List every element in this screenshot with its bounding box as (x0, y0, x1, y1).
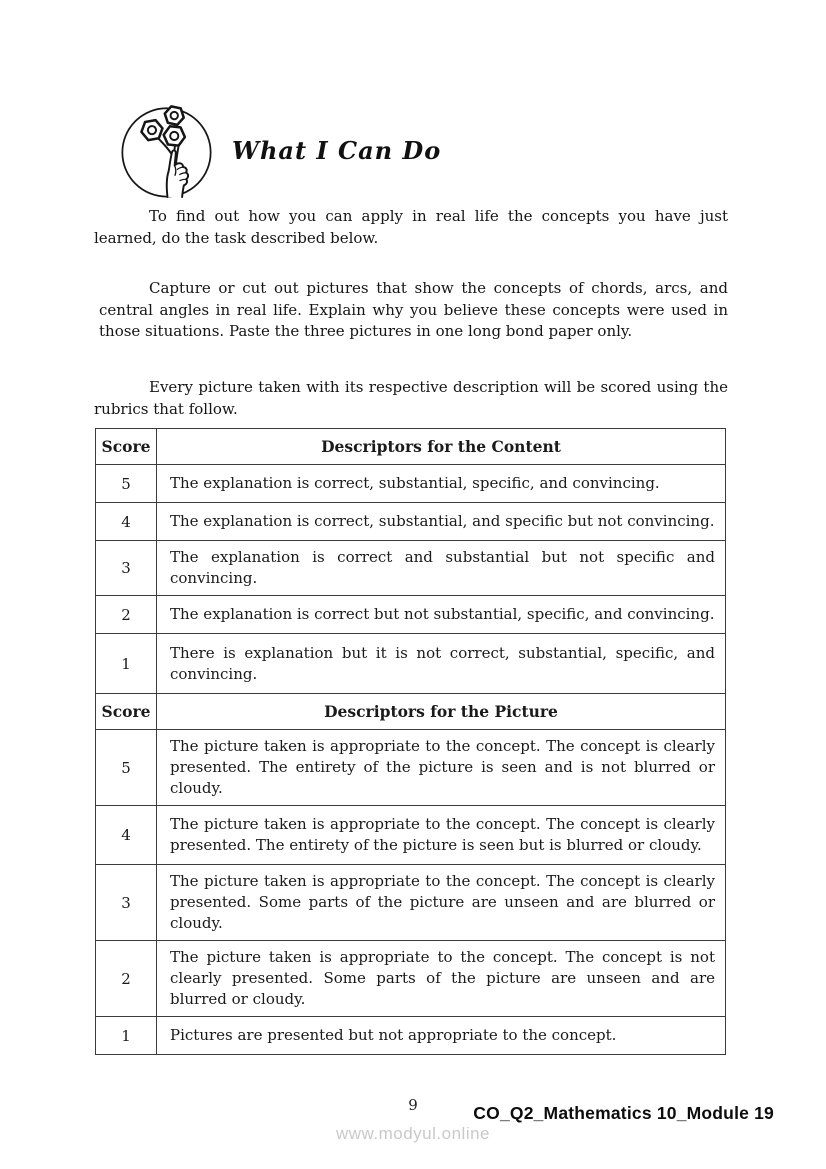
descriptor-text: The picture taken is appropriate to the concept. The concept is clearly presented. Some parts of the picture are unseen and are blurred or cloudy. (157, 865, 726, 941)
score-value: 4 (96, 806, 157, 865)
score-value: 4 (96, 503, 157, 541)
table-row (96, 541, 726, 596)
table-row (96, 596, 726, 634)
table-row (96, 806, 726, 865)
page-title: What I Can Do (232, 136, 442, 165)
descriptor-text: The explanation is correct, substantial, specific, and convincing. (157, 465, 726, 503)
score-value: 1 (96, 1017, 157, 1055)
descriptor-header: Descriptors for the Picture (157, 694, 726, 730)
watermark: www.modyul.online (336, 1124, 491, 1143)
rubric-intro-paragraph: Every picture taken with its respective description will be scored using the rubrics that follow. (94, 378, 728, 418)
descriptor-text: Pictures are presented but not appropriate to the concept. (157, 1017, 726, 1055)
score-value: 5 (96, 730, 157, 806)
table-row (96, 1017, 726, 1055)
table-row (96, 941, 726, 1017)
hand-with-flowers-icon (118, 102, 215, 199)
content-section-header-row (96, 429, 726, 465)
table-row (96, 865, 726, 941)
score-value: 2 (96, 941, 157, 1017)
score-header: Score (96, 694, 157, 730)
task-paragraph: Capture or cut out pictures that show the concepts of chords, arcs, and central angles in real life. Explain why you believe these concepts were used in those situations. Paste the three pictures in one long bond paper only. (99, 279, 728, 340)
descriptor-header: Descriptors for the Content (157, 429, 726, 465)
descriptor-text: The explanation is correct and substantial but not specific and convincing. (157, 541, 726, 596)
descriptor-text: There is explanation but it is not correct, substantial, specific, and convincing. (157, 634, 726, 694)
table-row (96, 730, 726, 806)
descriptor-text: The picture taken is appropriate to the concept. The concept is not clearly presented. Some parts of the picture are unseen and are blurred or cloudy. (157, 941, 726, 1017)
descriptor-text: The explanation is correct but not substantial, specific, and convincing. (157, 596, 726, 634)
page-number: 9 (408, 1096, 418, 1114)
descriptor-text: The picture taken is appropriate to the concept. The concept is clearly presented. The entirety of the picture is seen and is not blurred or cloudy. (157, 730, 726, 806)
table-row (96, 634, 726, 694)
score-value: 3 (96, 541, 157, 596)
score-value: 5 (96, 465, 157, 503)
module-label: CO_Q2_Mathematics 10_Module 19 (473, 1103, 774, 1123)
intro-paragraph-1: To find out how you can apply in real life the concepts you have just learned, do the task described below. (94, 207, 728, 247)
score-value: 1 (96, 634, 157, 694)
score-header: Score (96, 429, 157, 465)
descriptor-text: The explanation is correct, substantial, and specific but not convincing. (157, 503, 726, 541)
table-row (96, 503, 726, 541)
score-value: 2 (96, 596, 157, 634)
score-value: 3 (96, 865, 157, 941)
table-row (96, 465, 726, 503)
rubric-table (95, 428, 726, 1055)
descriptor-text: The picture taken is appropriate to the concept. The concept is clearly presented. The entirety of the picture is seen but is blurred or cloudy. (157, 806, 726, 865)
picture-section-header-row (96, 694, 726, 730)
